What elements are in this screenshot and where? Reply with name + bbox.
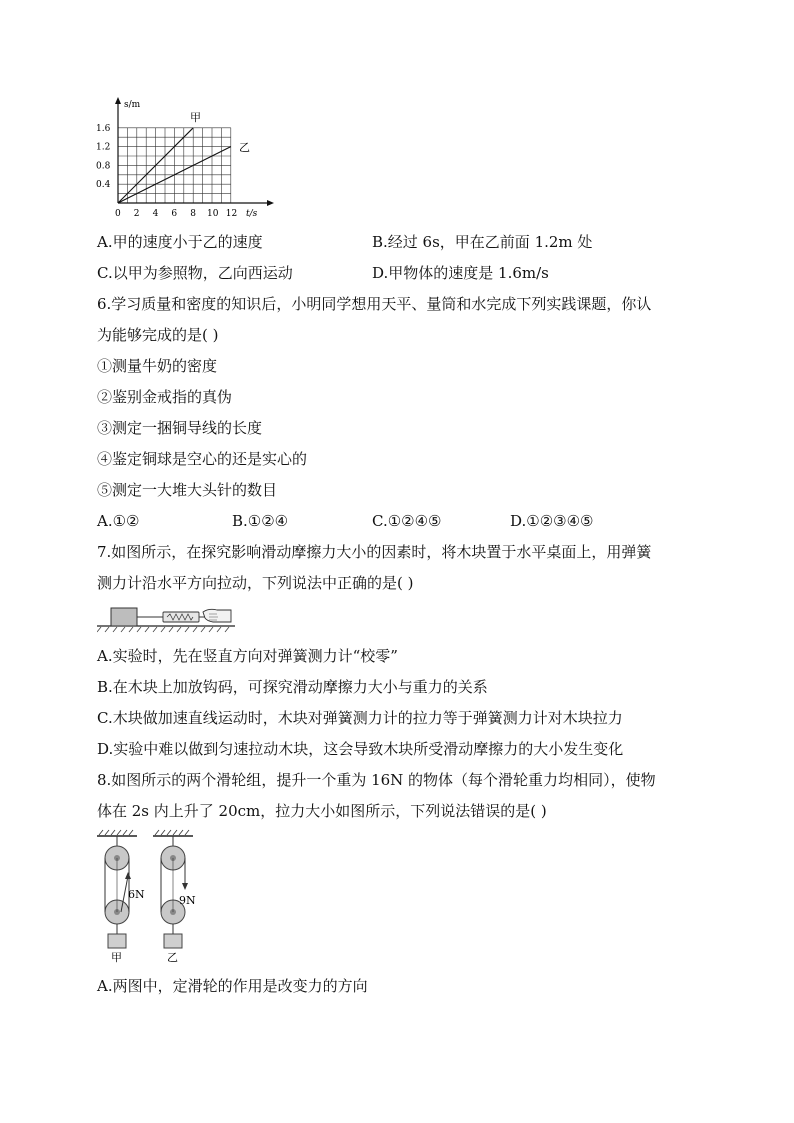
y-tick-label: 1.2 <box>96 142 111 153</box>
weight-jia <box>108 934 126 948</box>
q5-option-c[interactable]: C.以甲为参照物，乙向西运动 <box>97 264 293 282</box>
y-tick-label: 1.6 <box>96 123 111 134</box>
q6-stem-line1: 6.学习质量和密度的知识后，小明同学想用天平、量筒和水完成下列实践课题，你认 <box>97 295 652 313</box>
y-tick-label: 0.8 <box>96 161 111 172</box>
q8-stem-line1: 8.如图所示的两个滑轮组，提升一个重为 16N 的物体（每个滑轮重力均相同），使物 <box>97 771 656 789</box>
q6-item: ①测量牛奶的密度 <box>97 357 218 375</box>
q7-option-c[interactable]: C.木块做加速直线运动时，木块对弹簧测力计的拉力等于弹簧测力计对木块拉力 <box>97 709 623 727</box>
q7-stem-line1: 7.如图所示，在探究影响滑动摩擦力大小的因素时，将木块置于水平桌面上，用弹簧 <box>97 543 652 561</box>
x-tick-label: 2 <box>133 209 140 219</box>
x-axis-label: t/s <box>246 209 258 219</box>
force-yi-label: 9N <box>179 894 196 907</box>
x-tick-label: 4 <box>152 209 159 219</box>
q5-option-b[interactable]: B.经过 6s，甲在乙前面 1.2m 处 <box>372 233 593 251</box>
pulley-system-yi <box>161 836 196 964</box>
q6-option-b[interactable]: B.①②④ <box>232 512 289 530</box>
q6-item: ③测定一捆铜导线的长度 <box>97 419 263 437</box>
y-tick-label: 0.4 <box>96 180 111 191</box>
x-tick-label: 12 <box>225 209 238 219</box>
pulley-system-jia <box>105 836 145 964</box>
line-yi-label: 乙 <box>239 141 250 154</box>
weight-yi <box>164 934 182 948</box>
q7-option-d[interactable]: D.实验中难以做到匀速拉动木块，这会导致木块所受滑动摩擦力的大小发生变化 <box>97 740 624 758</box>
x-tick-labels <box>115 209 237 219</box>
y-tick-labels <box>96 124 111 190</box>
q8-pulley-figure <box>95 828 205 966</box>
q8-option-a[interactable]: A.两图中，定滑轮的作用是改变力的方向 <box>97 977 368 995</box>
spring-scale <box>163 612 199 622</box>
q6-option-c[interactable]: C.①②④⑤ <box>372 512 442 530</box>
q7-option-a[interactable]: A.实验时，先在竖直方向对弹簧测力计“校零” <box>97 647 398 665</box>
q6-item: ②鉴别金戒指的真伪 <box>97 388 233 406</box>
q5-option-a[interactable]: A.甲的速度小于乙的速度 <box>97 233 263 251</box>
graph-grid <box>118 128 231 203</box>
x-tick-label: 6 <box>171 209 178 219</box>
q7-friction-figure <box>97 600 237 634</box>
q6-option-a[interactable]: A.①② <box>97 512 140 530</box>
q6-item: ⑤测定一大堆大头针的数目 <box>97 481 278 499</box>
q6-stem-line2: 为能够完成的是( ) <box>97 326 219 344</box>
system-jia-label: 甲 <box>111 951 122 964</box>
q7-option-b[interactable]: B.在木块上加放钩码，可探究滑动摩擦力大小与重力的关系 <box>97 678 488 696</box>
q6-item: ④鉴定铜球是空心的还是实心的 <box>97 450 308 468</box>
q8-stem-line2: 体在 2s 内上升了 20cm，拉力大小如图所示，下列说法错误的是( ) <box>97 802 547 820</box>
line-jia-label: 甲 <box>190 111 201 124</box>
y-axis-label: s/m <box>124 100 141 110</box>
q7-stem-line2: 测力计沿水平方向拉动，下列说法中正确的是( ) <box>97 574 414 592</box>
st-graph <box>90 95 290 225</box>
q5-option-d[interactable]: D.甲物体的速度是 1.6m/s <box>372 264 549 282</box>
q6-option-d[interactable]: D.①②③④⑤ <box>510 512 594 530</box>
x-tick-label: 8 <box>190 209 196 219</box>
system-yi-label: 乙 <box>167 951 178 964</box>
force-jia-label: 6N <box>128 888 145 901</box>
x-tick-label: 0 <box>115 209 121 219</box>
wood-block <box>111 608 137 626</box>
x-tick-label: 10 <box>207 209 219 219</box>
